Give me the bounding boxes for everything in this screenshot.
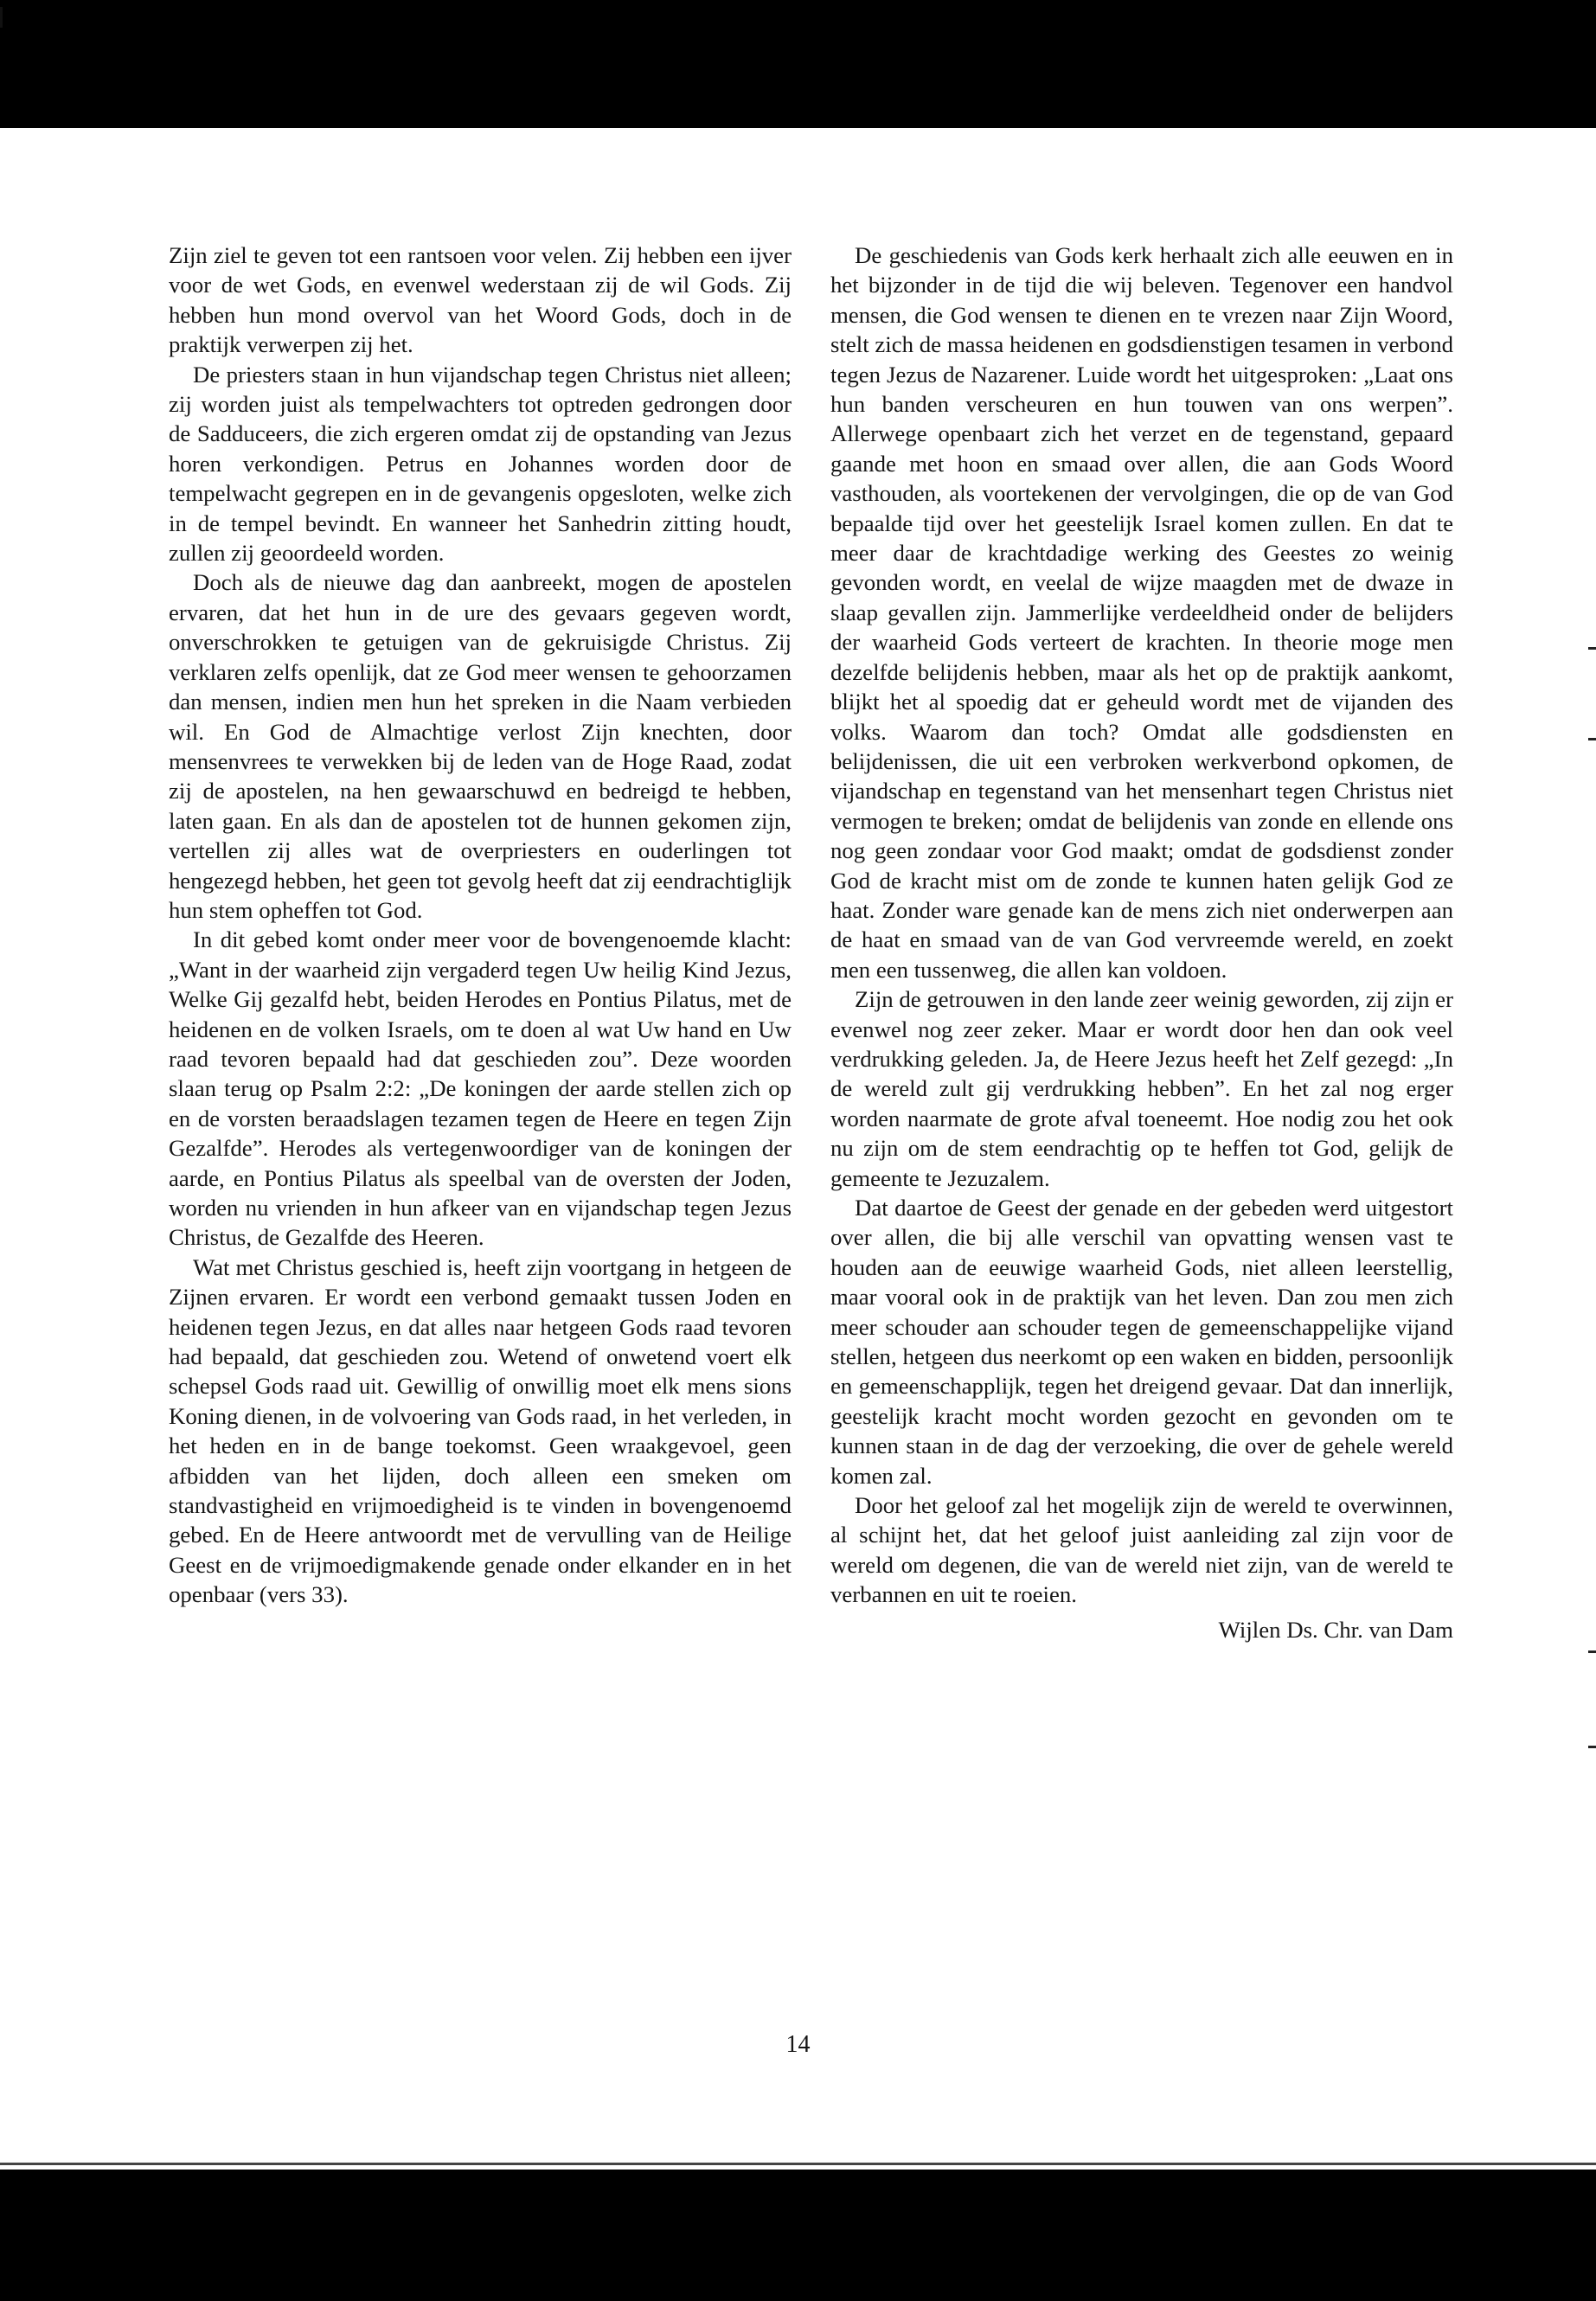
author-signature: Wijlen Ds. Chr. van Dam xyxy=(1218,1616,1453,1643)
scan-border-mark xyxy=(0,7,3,28)
margin-mark xyxy=(1588,1746,1596,1748)
margin-mark xyxy=(1588,738,1596,740)
page-number: 14 xyxy=(785,2031,811,2058)
paragraph: De geschiedenis van Gods kerk herhaalt zich alle eeuwen en in het bijzonder in de tijd die wij beleven. Tegenover een handvol mensen, die God wensen te dienen en te vrezen naar Zijn Woord, stelt zich de massa heidenen en godsdienstigen tesamen in verbond tegen Jezus de Nazarener. Luide wordt het uitgesproken: „Laat ons hun banden verscheuren en hun touwen van ons werpen”. Allerwege openbaart zich het verzet en de tegenstand, gepaard gaande met hoon en smaad over allen, die aan Gods Woord vasthouden, als voortekenen der vervolgingen, die op de van God bepaalde tijd over het geestelijk Israel komen zullen. En dat te meer daar de krachtdadige werking des Geestes zo weinig gevonden wordt, en veelal de wijze maagden met de dwaze in slaap gevallen zijn. Jammerlijke verdeeldheid onder de belijders der waarheid Gods verteert de krachten. In theorie moge men dezelfde belijdenis hebben, maar als het op de praktijk aankomt, blijkt het al spoedig dat er geheuld wordt met de vijanden des volks. Waarom dan toch? Omdat alle godsdiensten en belijdenissen, die uit een verbroken werkverbond opkomen, de vijandschap en tegenstand van het mensenhart tegen Christus niet vermogen te breken; omdat de belijdenis van zonde en ellende ons nog geen zondaar voor God maakt; omdat de godsdienst zonder God de kracht mist om de zonde te kunnen haten gelijk God ze haat. Zonder ware genade kan de mens zich niet onderwerpen aan de haat en smaad van de van God vervreemde wereld, en zoekt men een tussenweg, die allen kan voldoen. xyxy=(830,242,1453,983)
bottom-divider xyxy=(0,2163,1596,2165)
paragraph: Door het geloof zal het mogelijk zijn de wereld te overwinnen, al schijnt het, dat het geloof juist aanleiding zal zijn voor de wereld om degenen, die van de wereld niet zijn, van de wereld te verbannen en uit te roeien. xyxy=(830,1492,1453,1608)
paragraph: Dat daartoe de Geest der genade en der gebeden werd uitgestort over allen, die bij alle verschil van opvatting wensen vast te houden aan de eeuwige waarheid Gods, niet alleen leerstellig, maar vooral ook in de praktijk van het leven. Dan zou men zich meer schouder aan schouder tegen de gemeenschappelijke vijand stellen, hetgeen dus neerkomt op een waken en bidden, persoonlijk en gemeenschapplijk, tegen het dreigend gevaar. Dat dan innerlijk, geestelijk kracht mocht worden gezocht en gevonden om te kunnen staan in de dag der verzoeking, die over de gehele wereld komen zal. xyxy=(830,1195,1453,1489)
paragraph: In dit gebed komt onder meer voor de bovengenoemde klacht: „Want in der waarheid zijn vergaderd tegen Uw heilig Kind Jezus, Welke Gij gezalfd hebt, beiden Herodes en Pontius Pilatus, met de heidenen en de volken Israels, om te doen al wat Uw hand en Uw raad tevoren bepaald had dat geschieden zou”. Deze woorden slaan terug op Psalm 2:2: „De koningen der aarde stellen zich op en de vorsten beraadslagen tezamen tegen de Heere en tegen Zijn Gezalfde”. Herodes als vertegenwoordiger van de koningen der aarde, en Pontius Pilatus als speelbal van de oversten der Joden, worden nu vrienden in hun afkeer van en vijandschap tegen Jezus Christus, de Gezalfde des Heeren. xyxy=(169,926,792,1251)
paragraph: De priesters staan in hun vijandschap tegen Christus niet alleen; zij worden juist als tempelwachters tot optreden gedrongen door de Sadduceers, die zich ergeren omdat zij de opstanding van Jezus horen verkondigen. Petrus en Johannes worden door de tempelwacht gegrepen en in de gevangenis opgesloten, welke zich in de tempel bevindt. En wanneer het Sanhedrin zitting houdt, zullen zij geoordeeld worden. xyxy=(169,361,792,567)
text-column-right xyxy=(830,240,1453,1644)
paragraph: Zijn de getrouwen in den lande zeer weinig geworden, zij zijn er evenwel nog zeer zeker. Maar er wordt door hen dan ook veel verdrukking geleden. Ja, de Heere Jezus heeft het Zelf gezegd: „In de wereld zult gij verdrukking hebben”. En het zal nog erger worden naarmate de grote afval toeneemt. Hoe nodig zou het ook nu zijn om de stem eendrachtig op te heffen tot God, gelijk de gemeente te Jezuzalem. xyxy=(830,986,1453,1191)
scan-border-bottom xyxy=(0,2170,1596,2301)
paragraph: Wat met Christus geschied is, heeft zijn voortgang in hetgeen de Zijnen ervaren. Er wordt een verbond gemaakt tussen Joden en heidenen tegen Jezus, en dat alles naar hetgeen Gods raad tevoren had bepaald, dat geschieden zou. Wetend of onwetend voert elk schepsel Gods raad uit. Gewillig of onwillig moet elk mens sions Koning dienen, in de volvoering van Gods raad, in het verleden, in het heden en in de bange toekomst. Geen wraakgevoel, geen afbidden van het lijden, doch alleen een smeken om standvastigheid en vrijmoedigheid is te vinden in bovengenoemd gebed. En de Heere antwoordt met de vervulling van de Heilige Geest en de vrijmoedigmakende genade onder elkander en in het openbaar (vers 33). xyxy=(169,1253,792,1608)
document-page xyxy=(0,128,1596,2170)
paragraph: Zijn ziel te geven tot een rantsoen voor velen. Zij hebben een ijver voor de wet Gods, en evenwel wederstaan zij de wil Gods. Zij hebben hun mond overvol van het Woord Gods, doch in de praktijk verwerpen zij het. xyxy=(169,242,792,358)
paragraph: Doch als de nieuwe dag dan aanbreekt, mogen de apostelen ervaren, dat het hun in de ure des gevaars gegeven wordt, onverschrokken te getuigen van de gekruisigde Christus. Zij verklaren zelfs openlijk, dat ze God meer wensen te gehoorzamen dan mensen, indien men hun het spreken in die Naam verbieden wil. En God de Almachtige verlost Zijn knechten, door mensenvrees te verwekken bij de leden van de Hoge Raad, zodat zij de apostelen, na hen gewaarschuwd en bedreigd te hebben, laten gaan. En als dan de apostelen tot de hunnen gekomen zijn, vertellen zij alles wat de overpriesters en ouderlingen tot hengezegd hebben, het geen tot gevolg heeft dat zij eendrachtiglijk hun stem opheffen tot God. xyxy=(169,569,792,923)
text-column-left xyxy=(169,240,792,1610)
margin-mark xyxy=(1588,647,1596,650)
margin-mark xyxy=(1588,1650,1596,1653)
scan-border-top xyxy=(0,0,1596,128)
